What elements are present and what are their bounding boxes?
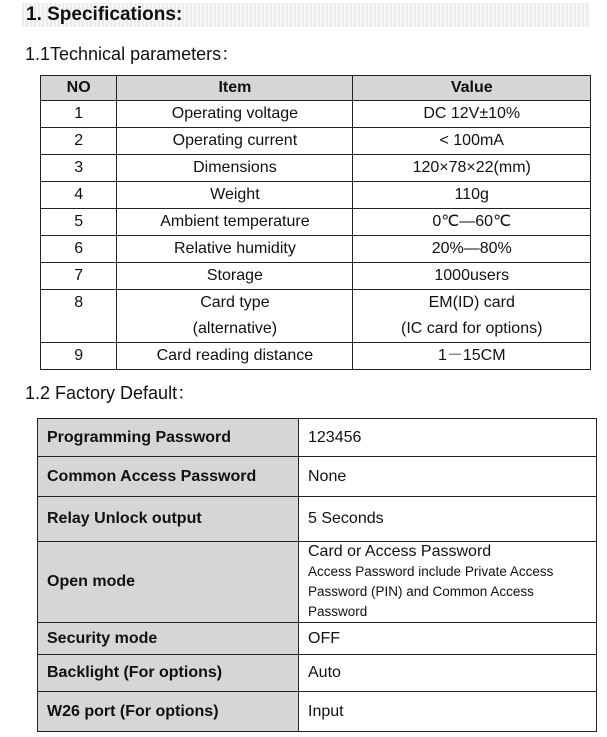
technical-parameters-title: 1.1Technical parameters： [25, 44, 240, 64]
header-item: Item [117, 76, 353, 101]
table-row [41, 343, 591, 370]
setting-key: Open mode [38, 542, 299, 623]
table-row [38, 457, 597, 497]
setting-key: Backlight (For options) [38, 655, 299, 692]
factory-default-title: 1.2 Factory Default： [25, 383, 196, 403]
table-row [41, 101, 591, 128]
setting-key: Common Access Password [38, 457, 299, 497]
row-no: 4 [41, 182, 117, 209]
row-no: 8 [41, 290, 117, 343]
row-item: Dimensions [117, 155, 353, 182]
table-row [41, 155, 591, 182]
table-row [38, 623, 597, 655]
row-value: 1000users [353, 263, 591, 290]
row-item: Operating voltage [117, 101, 353, 128]
row-item: Weight [117, 182, 353, 209]
row-value: 20%—80% [353, 236, 591, 263]
row-item-line1: Card type [200, 294, 270, 311]
row-value: 110g [353, 182, 591, 209]
setting-value: Auto [299, 655, 597, 692]
row-value: 1－15CM [353, 343, 591, 370]
table-row [41, 128, 591, 155]
row-value [353, 290, 591, 343]
row-item: Storage [117, 263, 353, 290]
table-row [38, 419, 597, 457]
row-no: 7 [41, 263, 117, 290]
row-value-line1: EM(ID) card [428, 294, 515, 311]
setting-value: OFF [299, 623, 597, 655]
row-no: 9 [41, 343, 117, 370]
table-header-row [41, 76, 591, 101]
row-no: 6 [41, 236, 117, 263]
setting-value: 123456 [299, 419, 597, 457]
factory-default-table [37, 418, 597, 732]
setting-key: Relay Unlock output [38, 497, 299, 542]
row-item: Operating current [117, 128, 353, 155]
row-value-line2: (IC card for options) [401, 320, 543, 337]
table-row [41, 263, 591, 290]
row-value: 120×78×22(mm) [353, 155, 591, 182]
table-row [41, 290, 591, 343]
setting-value: None [299, 457, 597, 497]
row-item [117, 290, 353, 343]
table-row [38, 692, 597, 732]
header-value: Value [353, 76, 591, 101]
setting-key: Programming Password [38, 419, 299, 457]
setting-value-main: Card or Access Password [308, 543, 492, 560]
setting-value-note: Access Password include Private Access Password (PIN) and Common Access Password [308, 564, 554, 619]
table-row [38, 542, 597, 623]
row-no: 3 [41, 155, 117, 182]
table-row [38, 497, 597, 542]
setting-value: Input [299, 692, 597, 732]
row-no: 2 [41, 128, 117, 155]
row-item: Relative humidity [117, 236, 353, 263]
section-title: 1. Specifications: [22, 3, 590, 27]
setting-value [299, 542, 597, 623]
setting-key: Security mode [38, 623, 299, 655]
setting-key: W26 port (For options) [38, 692, 299, 732]
table-row [38, 655, 597, 692]
technical-parameters-table [40, 75, 591, 370]
row-no: 5 [41, 209, 117, 236]
header-no: NO [41, 76, 117, 101]
table-row [41, 209, 591, 236]
row-value: DC 12V±10% [353, 101, 591, 128]
row-value: < 100mA [353, 128, 591, 155]
row-item: Ambient temperature [117, 209, 353, 236]
table-row [41, 236, 591, 263]
row-item: Card reading distance [117, 343, 353, 370]
table-row [41, 182, 591, 209]
setting-value: 5 Seconds [299, 497, 597, 542]
row-item-line2: (alternative) [192, 320, 278, 337]
row-value: 0℃—60℃ [353, 209, 591, 236]
row-no: 1 [41, 101, 117, 128]
